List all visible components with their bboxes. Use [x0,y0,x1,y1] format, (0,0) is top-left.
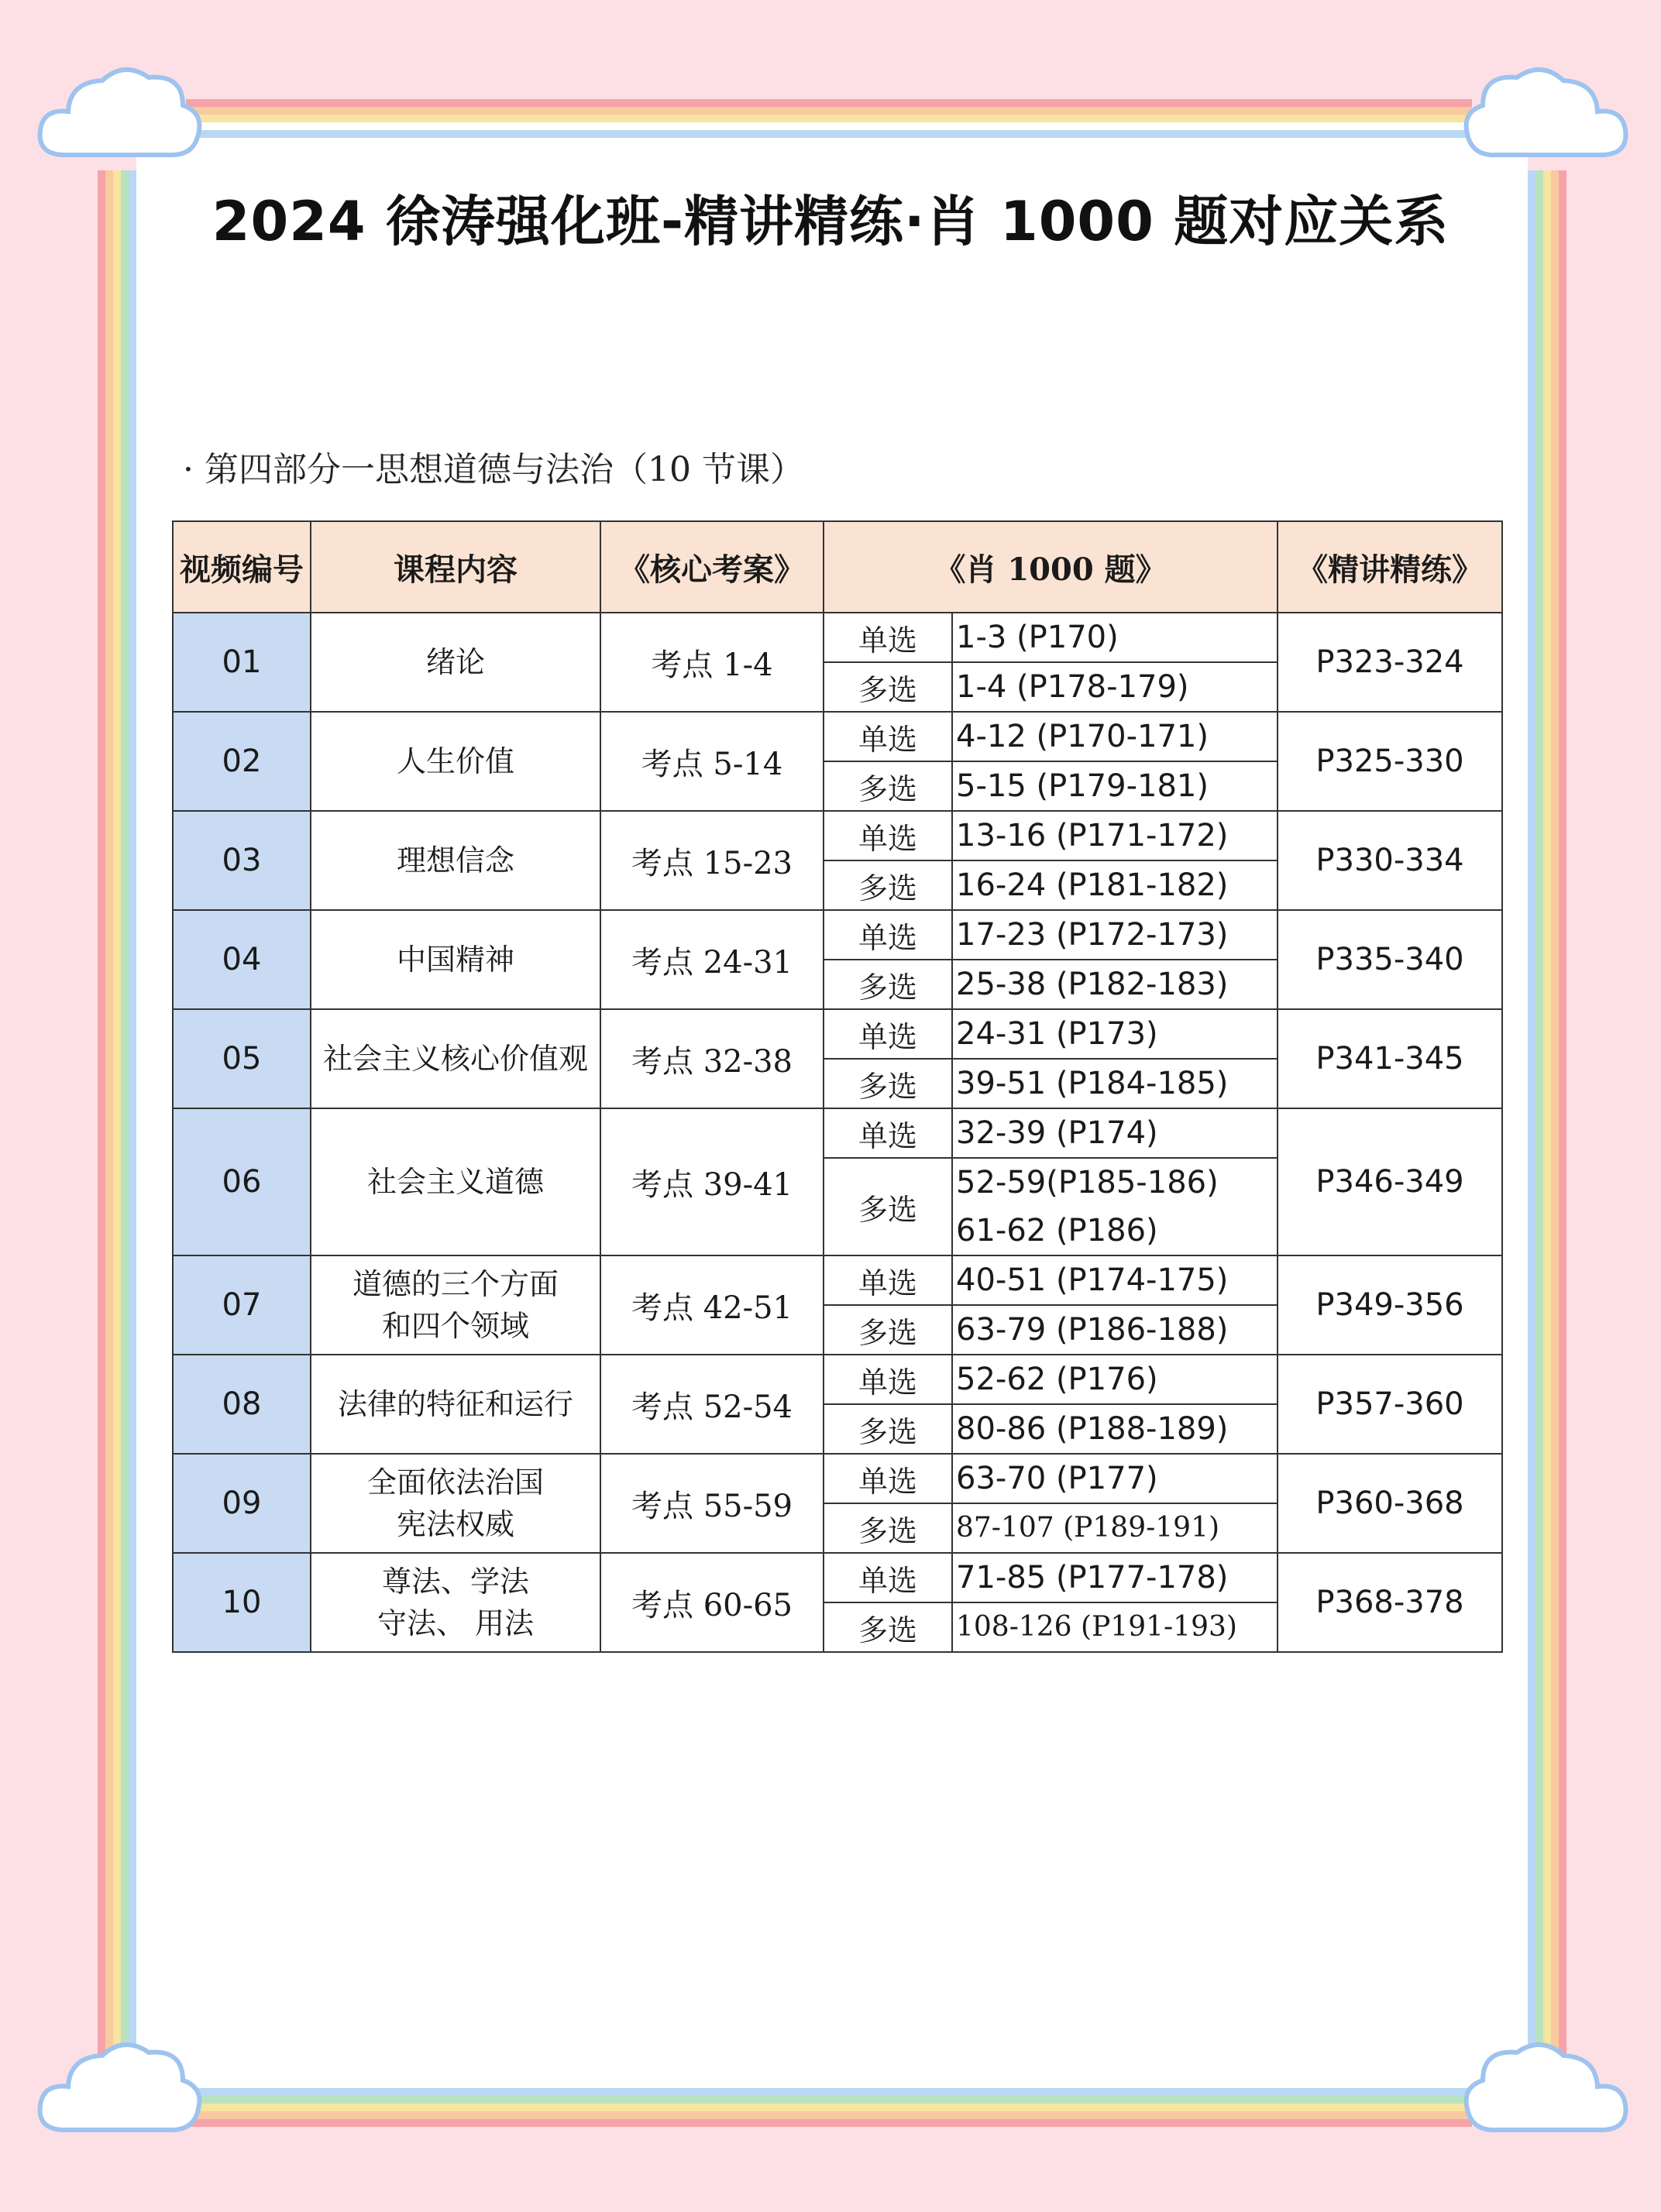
single-choice-range [952,1255,1278,1305]
range-line: 40-51 (P174-175) [956,1262,1229,1298]
single-choice-range [952,1454,1278,1503]
single-choice-label: 单选 [824,1553,952,1602]
jingjiang-pages: P325-330 [1278,712,1502,811]
header-video-no: 视频编号 [173,521,311,613]
course-line: 绪论 [425,645,485,679]
left-rainbow-border [98,170,136,2091]
course-line: 社会主义道德 [366,1165,544,1199]
multi-choice-label: 多选 [824,860,952,910]
course-content [311,1553,600,1652]
jingjiang-pages: P330-334 [1278,811,1502,910]
multi-choice-range [952,960,1278,1009]
course-content [311,910,600,1009]
video-number: 09 [173,1454,311,1553]
multi-choice-range [952,761,1278,811]
single-choice-range [952,613,1278,662]
single-choice-label: 单选 [824,910,952,960]
course-line: 法律的特征和运行 [337,1387,573,1421]
multi-choice-range [952,1158,1278,1255]
multi-choice-label: 多选 [824,1602,952,1652]
range-line: 25-38 (P182-183) [956,967,1229,1002]
course-line: 守法、 用法 [377,1606,535,1640]
section-subtitle: · 第四部分一思想道德与法治（10 节课） [183,450,804,489]
bottom-rainbow-border [186,2088,1472,2127]
core-exam-points: 考点 60-65 [600,1553,824,1652]
cloud-icon [1456,54,1635,178]
single-choice-label: 单选 [824,1355,952,1404]
core-exam-points: 考点 52-54 [600,1355,824,1454]
table-row [173,1454,1502,1503]
table-row [173,910,1502,960]
cloud-icon [1456,2029,1635,2153]
header-jingjiang: 《精讲精练》 [1278,521,1502,613]
core-exam-points: 考点 55-59 [600,1454,824,1553]
table-row [173,1355,1502,1404]
multi-choice-label: 多选 [824,1503,952,1553]
single-choice-label: 单选 [824,1454,952,1503]
course-content [311,1355,600,1454]
range-line: 87-107 (P189-191) [956,1512,1220,1544]
core-exam-points: 考点 24-31 [600,910,824,1009]
table-header-row [173,521,1502,613]
single-choice-label: 单选 [824,1108,952,1158]
single-choice-range [952,1355,1278,1404]
jingjiang-pages: P349-356 [1278,1255,1502,1355]
course-line: 人生价值 [396,744,514,778]
multi-choice-label: 多选 [824,960,952,1009]
range-line: 13-16 (P171-172) [956,818,1229,854]
course-content [311,1454,600,1553]
multi-choice-label: 多选 [824,1059,952,1108]
table-row [173,1009,1502,1059]
single-choice-range [952,811,1278,860]
course-mapping-table [172,520,1503,1653]
table-row [173,1108,1502,1158]
core-exam-points: 考点 39-41 [600,1108,824,1255]
core-exam-points: 考点 5-14 [600,712,824,811]
range-line: 1-3 (P170) [956,620,1119,655]
course-line: 道德的三个方面 [352,1267,559,1301]
course-line: 尊法、学法 [381,1565,529,1599]
table-row [173,712,1502,761]
video-number: 08 [173,1355,311,1454]
single-choice-range [952,1553,1278,1602]
range-line: 24-31 (P173) [956,1016,1158,1052]
multi-choice-range [952,1059,1278,1108]
course-content [311,811,600,910]
single-choice-label: 单选 [824,1255,952,1305]
top-rainbow-border [186,99,1472,138]
single-choice-range [952,712,1278,761]
core-exam-points: 考点 32-38 [600,1009,824,1108]
course-content [311,1108,600,1255]
jingjiang-pages: P360-368 [1278,1454,1502,1553]
course-line: 全面依法治国 [366,1465,544,1499]
range-line: 4-12 (P170-171) [956,719,1209,754]
course-content [311,712,600,811]
core-exam-points: 考点 1-4 [600,613,824,712]
jingjiang-pages: P341-345 [1278,1009,1502,1108]
header-course: 课程内容 [311,521,600,613]
multi-choice-range [952,1503,1278,1553]
page-title: 2024 徐涛强化班-精讲精练·肖 1000 题对应关系 [211,190,1450,253]
table-row [173,1255,1502,1305]
range-line: 16-24 (P181-182) [956,867,1229,903]
range-line: 32-39 (P174) [956,1115,1158,1151]
right-rainbow-border [1528,170,1566,2091]
jingjiang-pages: P335-340 [1278,910,1502,1009]
range-line: 39-51 (P184-185) [956,1066,1229,1101]
video-number: 02 [173,712,311,811]
single-choice-label: 单选 [824,613,952,662]
video-number: 10 [173,1553,311,1652]
range-line: 108-126 (P191-193) [956,1611,1237,1643]
single-choice-range [952,910,1278,960]
table-row [173,613,1502,662]
table-body [173,613,1502,1652]
header-core: 《核心考案》 [600,521,824,613]
jingjiang-pages: P323-324 [1278,613,1502,712]
course-content [311,613,600,712]
multi-choice-label: 多选 [824,761,952,811]
course-line: 社会主义核心价值观 [322,1042,588,1076]
range-line: 61-62 (P186) [956,1213,1158,1249]
single-choice-label: 单选 [824,811,952,860]
video-number: 05 [173,1009,311,1108]
single-choice-label: 单选 [824,1009,952,1059]
course-content [311,1255,600,1355]
core-exam-points: 考点 15-23 [600,811,824,910]
multi-choice-label: 多选 [824,1404,952,1454]
single-choice-range [952,1108,1278,1158]
video-number: 06 [173,1108,311,1255]
table-row [173,811,1502,860]
multi-choice-label: 多选 [824,662,952,712]
single-choice-range [952,1009,1278,1059]
range-line: 17-23 (P172-173) [956,917,1229,953]
course-line: 理想信念 [396,843,514,878]
range-line: 63-79 (P186-188) [956,1312,1229,1348]
table-row [173,1553,1502,1602]
multi-choice-range [952,1602,1278,1652]
range-line: 5-15 (P179-181) [956,768,1209,804]
header-xiao-1000: 《肖 1000 题》 [824,521,1278,613]
course-line: 中国精神 [396,943,514,977]
video-number: 04 [173,910,311,1009]
jingjiang-pages: P346-349 [1278,1108,1502,1255]
video-number: 01 [173,613,311,712]
multi-choice-range [952,1404,1278,1454]
jingjiang-pages: P357-360 [1278,1355,1502,1454]
course-content [311,1009,600,1108]
multi-choice-range [952,662,1278,712]
range-line: 52-62 (P176) [956,1362,1158,1397]
video-number: 07 [173,1255,311,1355]
core-exam-points: 考点 42-51 [600,1255,824,1355]
cloud-icon [31,2029,209,2153]
range-line: 80-86 (P188-189) [956,1411,1229,1447]
jingjiang-pages: P368-378 [1278,1553,1502,1652]
range-line: 71-85 (P177-178) [956,1560,1229,1595]
range-line: 63-70 (P177) [956,1461,1158,1496]
multi-choice-range [952,860,1278,910]
multi-choice-range [952,1305,1278,1355]
course-line: 和四个领域 [381,1309,529,1343]
course-line: 宪法权威 [396,1507,514,1541]
multi-choice-label: 多选 [824,1158,952,1255]
video-number: 03 [173,811,311,910]
multi-choice-label: 多选 [824,1305,952,1355]
range-line: 52-59(P185-186) [956,1165,1219,1200]
cloud-icon [31,54,209,178]
range-line: 1-4 (P178-179) [956,669,1189,705]
single-choice-label: 单选 [824,712,952,761]
